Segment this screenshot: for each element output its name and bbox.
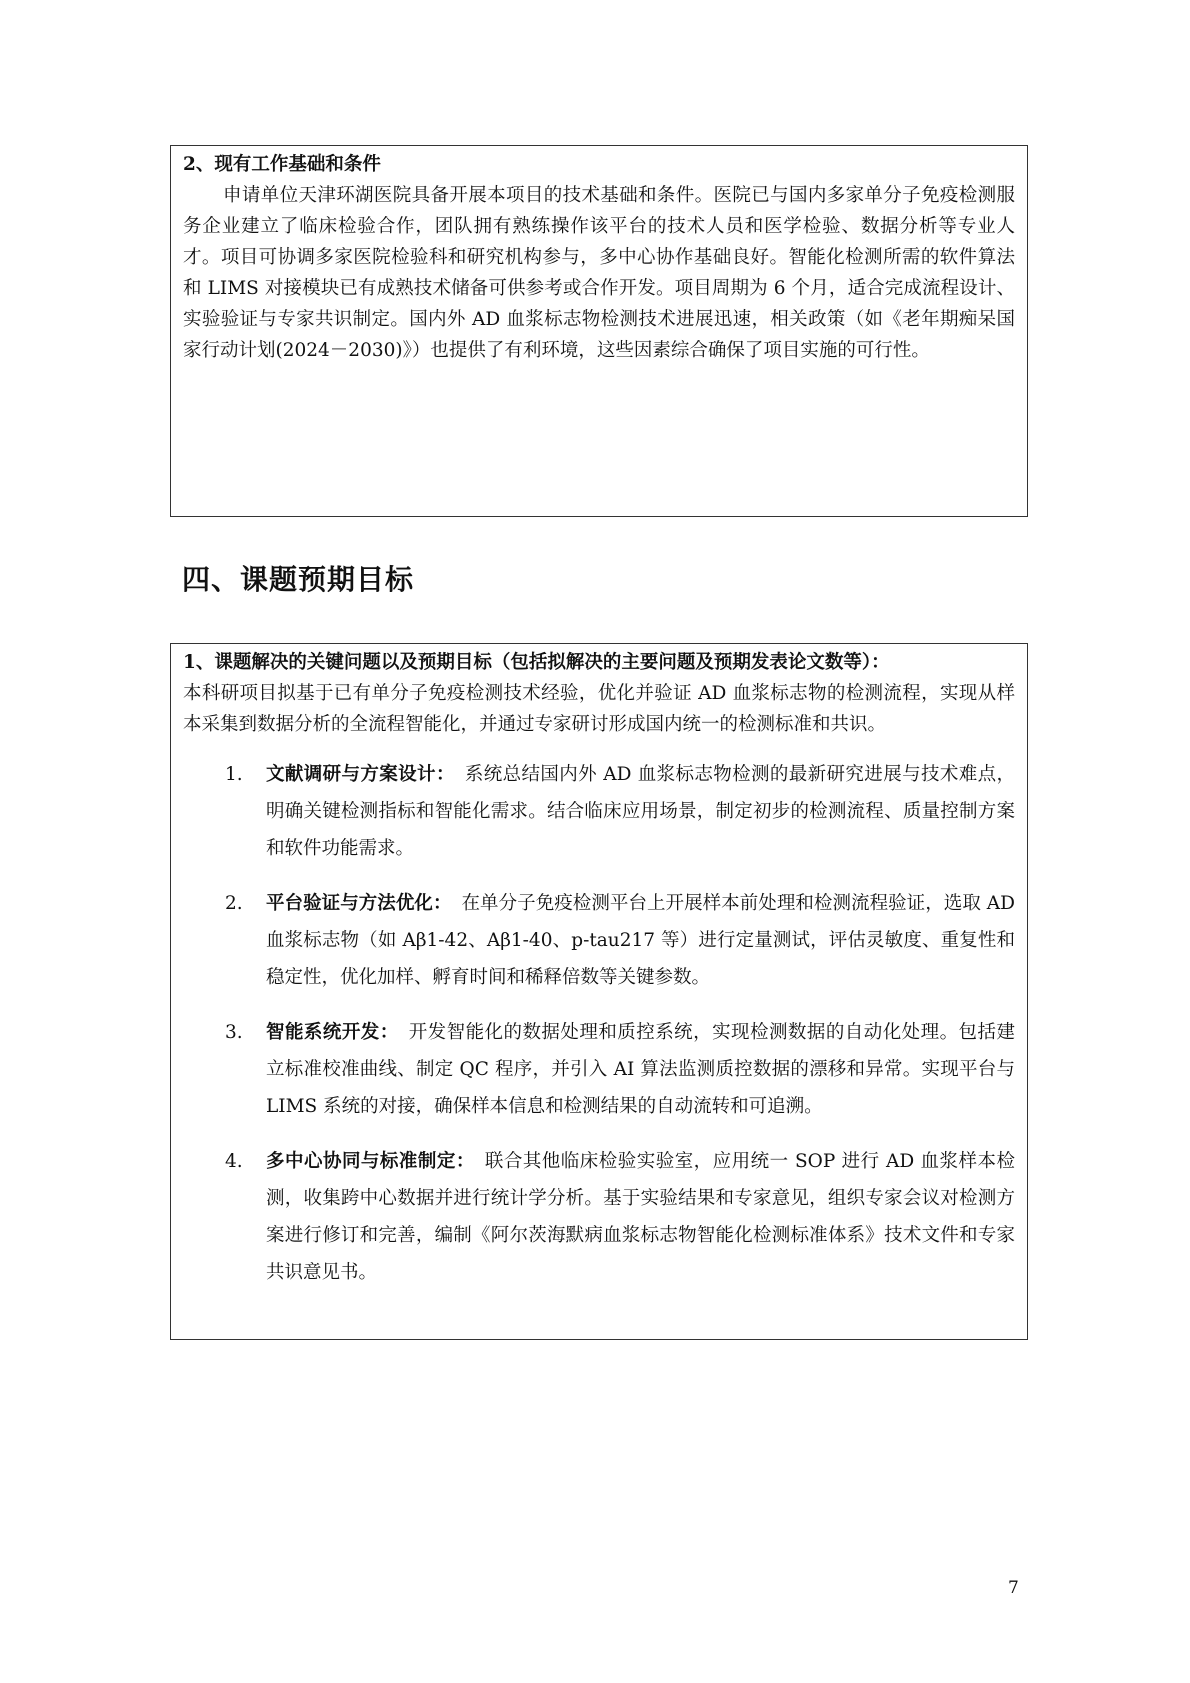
page-number: 7: [1008, 1578, 1019, 1598]
goal-text: 系统总结国内外 AD 血浆标志物检测的最新研究进展与技术难点，明确关键检测指标和智能化需求。结合临床应用场景，制定初步的检测流程、质量控制方案和软件功能需求。: [266, 764, 1015, 859]
goal-title: 智能系统开发：: [266, 1022, 399, 1043]
goal-item: [183, 756, 1015, 867]
goal-number: 4.: [225, 1151, 243, 1172]
expected-goals-heading: 1、课题解决的关键问题以及预期目标（包括拟解决的主要问题及预期发表论文数等）：: [183, 652, 890, 673]
goal-number: 3.: [225, 1022, 243, 1043]
work-basis-box: [170, 145, 1028, 517]
expected-goals-box: [170, 643, 1028, 1340]
work-basis-body: 申请单位天津环湖医院具备开展本项目的技术基础和条件。医院已与国内多家单分子免疫检测服务企业建立了临床检验合作，团队拥有熟练操作该平台的技术人员和医学检验、数据分析等专业人才。项目可协调多家医院检验科和研究机构参与，多中心协作基础良好。智能化检测所需的软件算法和 LIMS 对接模块已有成熟技术储备可供参考或合作开发。项目周期为 6 个月，适合完成流程设计、实验验证与专家共识制定。国内外 AD 血浆标志物检测技术进展迅速，相关政策（如《老年期痴呆国家行动计划(2024－2030)》）也提供了有利环境，这些因素综合确保了项目实施的可行性。: [183, 185, 1015, 361]
goal-title: 文献调研与方案设计：: [266, 764, 455, 785]
section-title: 四、课题预期目标: [182, 563, 415, 596]
goal-text: 开发智能化的数据处理和质控系统，实现检测数据的自动化处理。包括建立标准校准曲线、制定 QC 程序，并引入 AI 算法监测质控数据的漂移和异常。实现平台与 LIMS 系统的对接，确保样本信息和检测结果的自动流转和可追溯。: [266, 1022, 1015, 1117]
goals-list: [183, 756, 1015, 1291]
goal-item: [183, 1143, 1015, 1291]
work-basis-heading: 2、现有工作基础和条件: [183, 154, 381, 175]
goal-text: 在单分子免疫检测平台上开展样本前处理和检测流程验证，选取 AD 血浆标志物（如 Aβ1-42、Aβ1-40、p-tau217 等）进行定量测试，评估灵敏度、重复性和稳定性，优化加样、孵育时间和稀释倍数等关键参数。: [266, 893, 1015, 988]
goal-item: [183, 885, 1015, 996]
goal-item: [183, 1014, 1015, 1125]
goal-title: 多中心协同与标准制定：: [266, 1151, 475, 1172]
goal-title: 平台验证与方法优化：: [266, 893, 452, 914]
goal-text: 联合其他临床检验实验室，应用统一 SOP 进行 AD 血浆样本检测，收集跨中心数据并进行统计学分析。基于实验结果和专家意见，组织专家会议对检测方案进行修订和完善，编制《阿尔茨海默病血浆标志物智能化检测标准体系》技术文件和专家共识意见书。: [266, 1151, 1015, 1283]
goal-number: 2.: [225, 893, 243, 914]
expected-goals-intro: 本科研项目拟基于已有单分子免疫检测技术经验，优化并验证 AD 血浆标志物的检测流程，实现从样本采集到数据分析的全流程智能化，并通过专家研讨形成国内统一的检测标准和共识。: [183, 683, 1015, 735]
goal-number: 1.: [225, 764, 243, 785]
